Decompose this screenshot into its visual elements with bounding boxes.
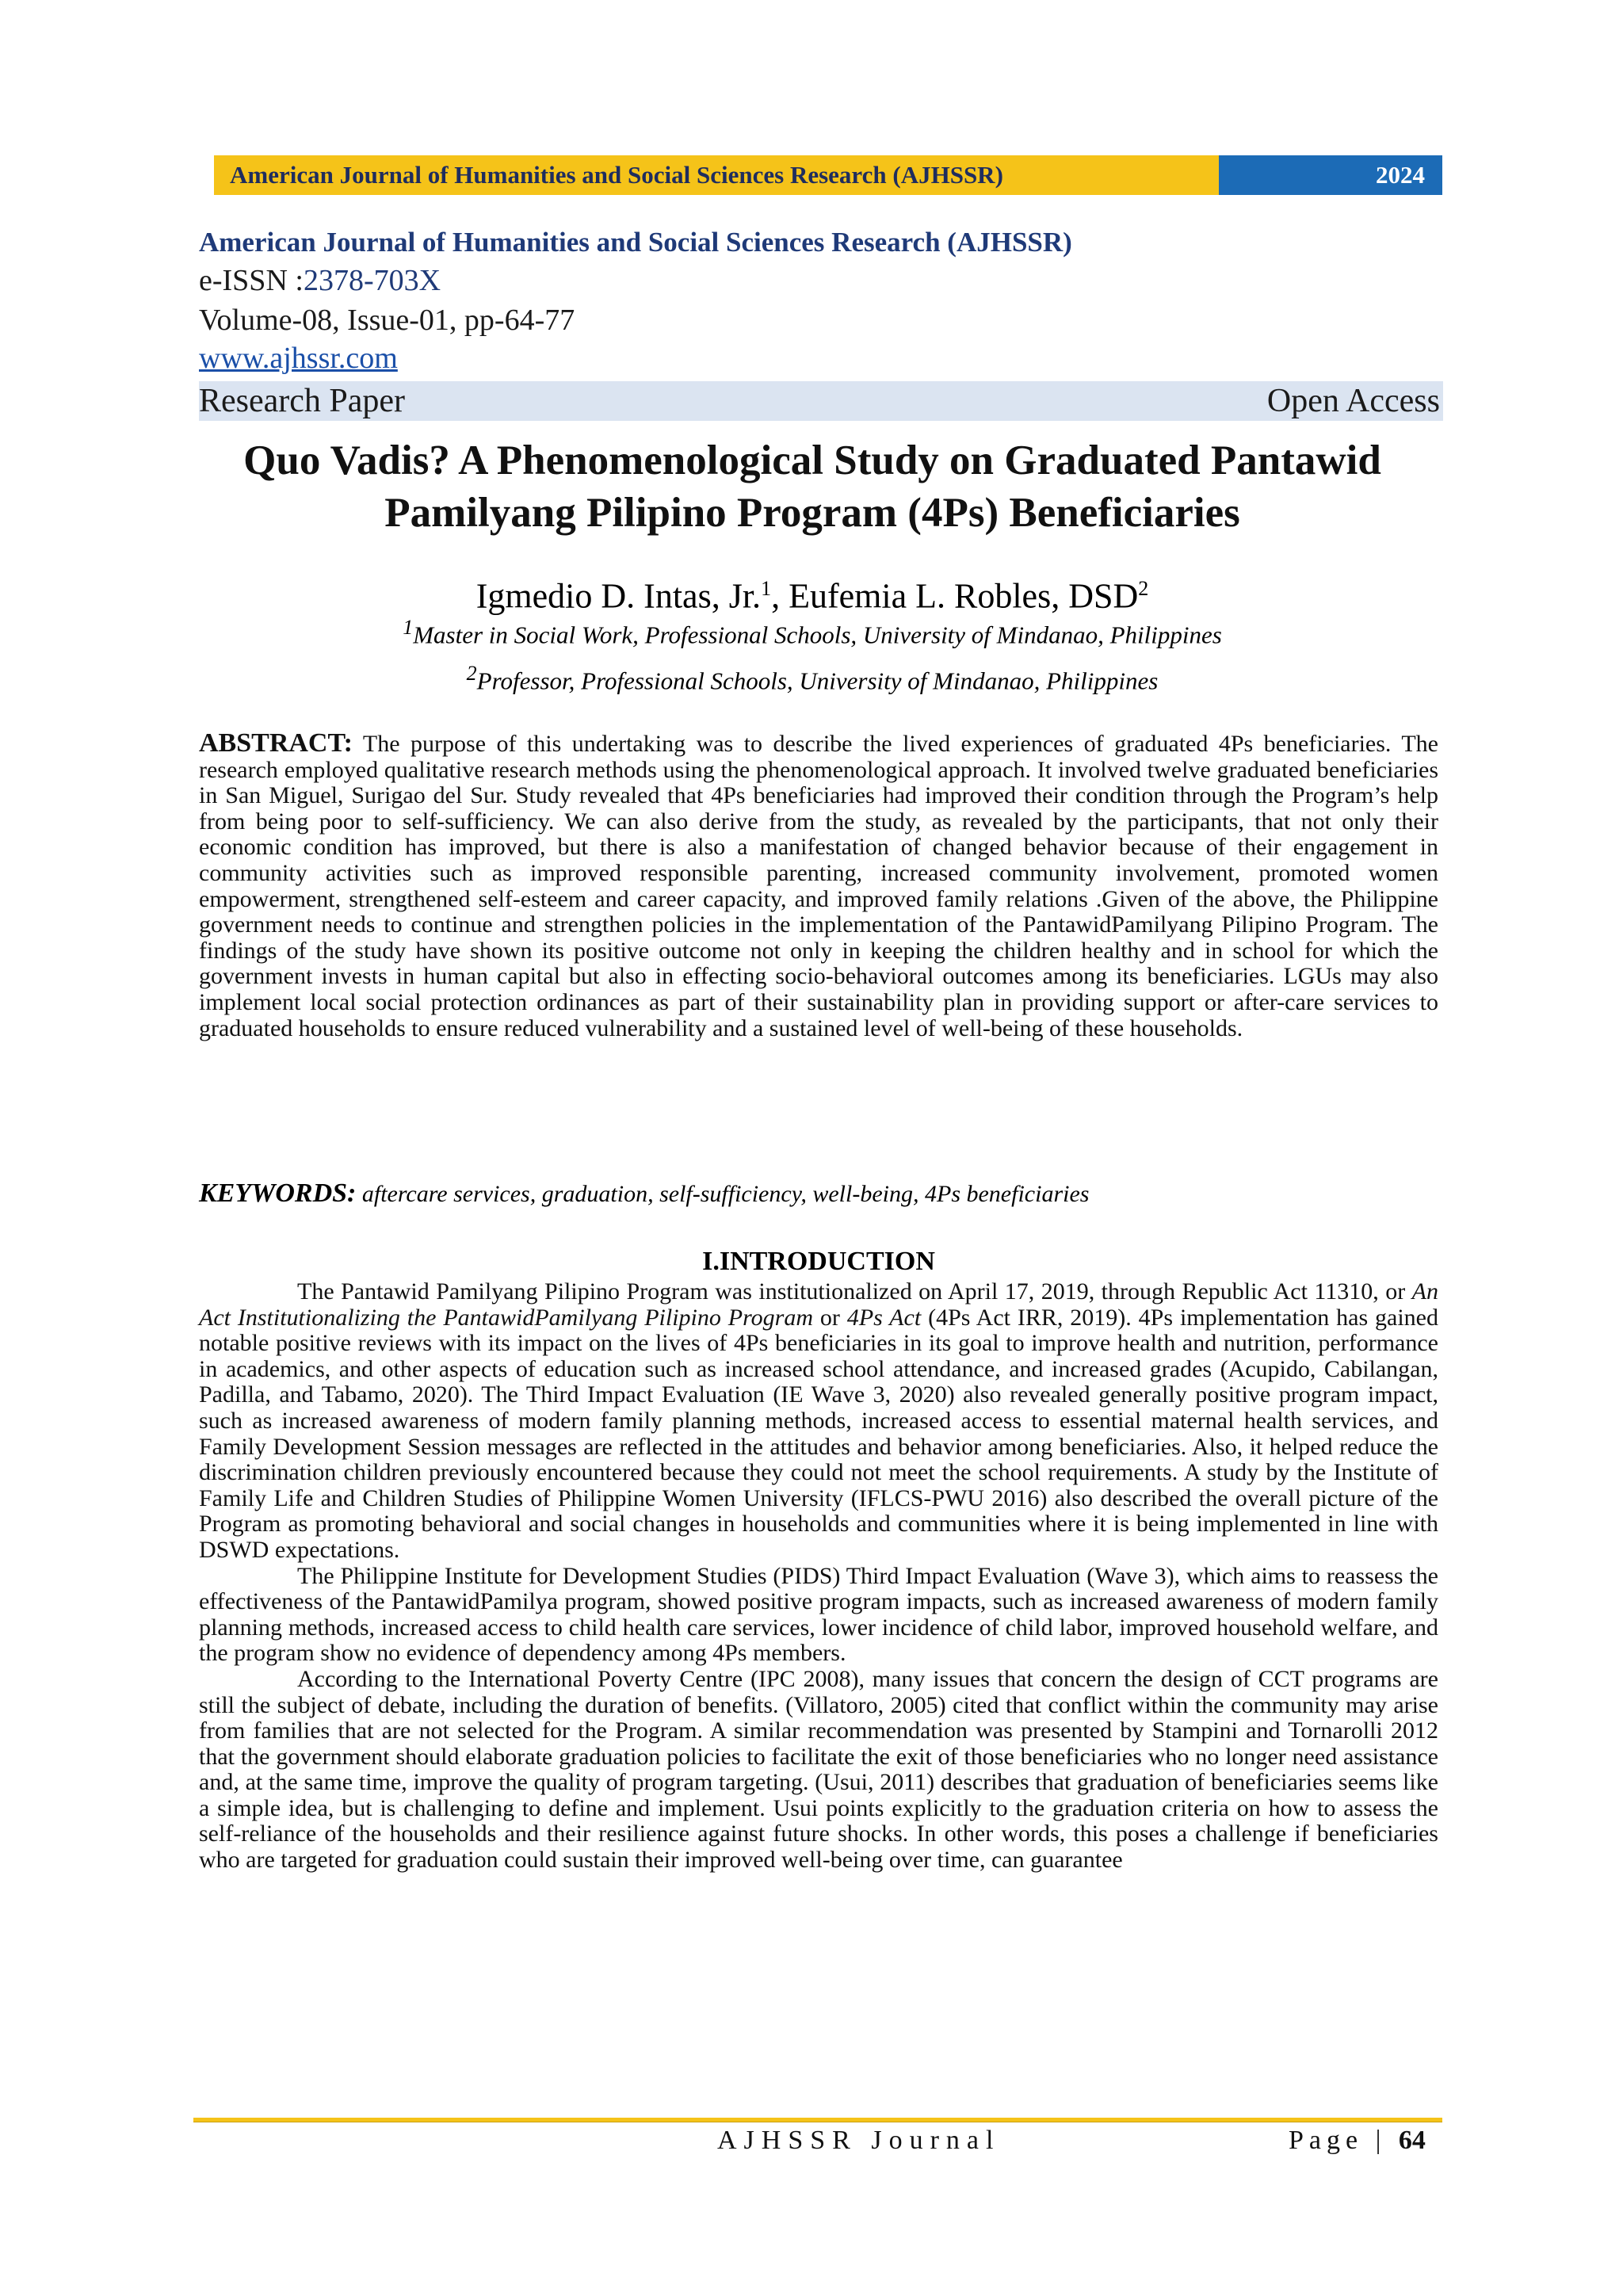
affiliation-1-text: Master in Social Work, Professional Schools, University of Mindanao, Philippines xyxy=(413,621,1222,649)
journal-info xyxy=(199,224,1443,421)
footer-rule xyxy=(193,2118,1442,2122)
author-2: Eufemia L. Robles, DSD xyxy=(789,576,1139,616)
abstract-text: The purpose of this undertaking was to describe the lived experiences of graduated 4Ps beneficiaries. The research employed qualitative research methods using the phenomenological approach. It involved twelve graduated beneficiaries in San Miguel, Surigao del Sur. Study revealed that 4Ps beneficiaries had improved their condition through the Program’s help from being poor to self-sufficiency. We can also derive from the study, as revealed by the participants, that not only their economic condition has improved, but there is also a manifestation of changed behavior because of their engagement in community activities such as improved responsible parenting, increased community involvement, promoted women empowerment, strengthened self-esteem and career capacity, and improved family relations .Given of the above, the Philippine government needs to continue and strengthen policies in the implementation of the PantawidPamilyang Pilipino Program. The findings of the study have shown its positive outcome not only in keeping the children healthy and in school for which the government invests in human capital but also in effecting socio-behavioral outcomes among its beneficiaries. LGUs may also implement local social protection ordinances as part of their sustainability plan in providing support or after-care services to graduated households to ensure reduced vulnerability and a sustained level of well-being of these households. xyxy=(199,731,1438,1041)
paper-type: Research Paper xyxy=(199,383,406,419)
paper-title-line1: Quo Vadis? A Phenomenological Study on Graduated Pantawid xyxy=(243,437,1381,483)
affiliation-2 xyxy=(158,658,1466,697)
access-type: Open Access xyxy=(1266,383,1440,419)
intro-paragraph-3: According to the International Poverty Centre (IPC 2008), many issues that concern the design of CCT programs are still the subject of debate, including the duration of benefits. (Villatoro, 2005) cited that conflict within the community may arise from families that are not selected for the Program. A similar recommendation was presented by Stampini and Tornarolli 2012 that the government should elaborate graduation policies to facilitate the exit of those beneficiaries who no longer need assistance and, at the same time, improve the quality of program targeting. (Usui, 2011) describes that graduation of beneficiaries seems like a simple idea, but is challenging to define and implement. Usui points explicitly to the graduation criteria on how to assess the self-reliance of the households and their resilience against future shocks. In other words, this poses a challenge if beneficiaries who are targeted for graduation could sustain their improved well-being over time, can guarantee xyxy=(199,1665,1438,1874)
affiliation-1 xyxy=(158,612,1466,651)
intro-paragraph-1 xyxy=(199,1279,1438,1564)
authors xyxy=(158,567,1466,619)
abstract xyxy=(199,728,1438,1041)
intro-p1-text-b: or xyxy=(813,1304,847,1331)
footer-journal: AJHSSR Journal xyxy=(717,2126,1001,2155)
introduction-body xyxy=(199,1279,1438,1874)
keywords-text: aftercare services, graduation, self-sufficiency, well-being, 4Ps beneficiaries xyxy=(356,1181,1090,1207)
section-heading-introduction: I.INTRODUCTION xyxy=(702,1247,935,1276)
eissn-label: e-ISSN : xyxy=(199,264,304,297)
paper-title xyxy=(158,434,1466,539)
author-separator: , xyxy=(771,576,789,616)
footer-page xyxy=(1289,2126,1426,2156)
intro-p1-text-a: The Pantawid Pamilyang Pilipino Program was institutionalized on April 17, 2019, through Republic Act 11310, or xyxy=(297,1278,1412,1305)
abstract-label: ABSTRACT: xyxy=(199,728,353,758)
author-1-affiliation-mark: 1 xyxy=(761,577,772,600)
eissn-line xyxy=(199,261,1443,300)
intro-p1-act-title: An Act Institutionalizing the PantawidPamilyang Pilipino Program xyxy=(199,1278,1438,1331)
keywords-label: KEYWORDS: xyxy=(199,1179,357,1208)
eissn-value: 2378-703X xyxy=(303,264,441,297)
intro-p1-act-short: 4Ps Act xyxy=(846,1304,922,1331)
volume-line: Volume-08, Issue-01, pp-64-77 xyxy=(199,304,575,337)
intro-p1-text-c: (4Ps Act IRR, 2019). 4Ps implementation has gained notable positive reviews with its impact on the lives of 4Ps beneficiaries in its goal to improve health and nutrition, performance in academics, and other aspects of education such as increased school attendance, and increased grades (Acupido, Cabilangan, Padilla, and Tabamo, 2020). The Third Impact Evaluation (IE Wave 3, 2020) also revealed generally positive program impact, such as increased awareness of modern family planning methods, increased access to essential maternal health services, and Family Development Session messages are reflected in the attitudes and behavior among beneficiaries. Also, it helped reduce the discrimination children previously encountered because they could not meet the school requirements. A study by the Institute of Family Life and Children Studies of Philippine Women University (IFLCS-PWU 2016) also described the overall picture of the Program as promoting behavioral and social changes in households and communities where it is being implemented in line with DSWD expectations. xyxy=(199,1304,1438,1563)
journal-title: American Journal of Humanities and Social Sciences Research (AJHSSR) xyxy=(199,227,1072,258)
journal-website-link[interactable]: www.ajhssr.com xyxy=(199,342,398,375)
affiliation-1-mark: 1 xyxy=(403,616,414,639)
running-header xyxy=(214,155,1442,195)
header-journal-name: American Journal of Humanities and Social Sciences Research (AJHSSR) xyxy=(214,155,1219,195)
paper-type-bar xyxy=(199,381,1443,421)
keywords xyxy=(199,1179,1438,1209)
paper-title-line2: Pamilyang Pilipino Program (4Ps) Beneficiaries xyxy=(384,490,1240,536)
affiliation-2-text: Professor, Professional Schools, University of Mindanao, Philippines xyxy=(476,667,1159,695)
affiliation-2-mark: 2 xyxy=(466,662,477,685)
header-year: 2024 xyxy=(1219,155,1442,195)
author-1: Igmedio D. Intas, Jr. xyxy=(475,576,762,616)
footer-page-label: Page | xyxy=(1289,2126,1399,2155)
author-2-affiliation-mark: 2 xyxy=(1138,577,1149,600)
footer-page-number: 64 xyxy=(1398,2126,1426,2155)
intro-paragraph-2: The Philippine Institute for Development Studies (PIDS) Third Impact Evaluation (Wave 3), which aims to reassess the effectiveness of the PantawidPamilya program, showed positive program impacts, such as increased awareness of modern family planning methods, increased access to child health care services, lower incidence of child labor, improved household welfare, and the program show no evidence of dependency among 4Ps members. xyxy=(199,1562,1438,1667)
